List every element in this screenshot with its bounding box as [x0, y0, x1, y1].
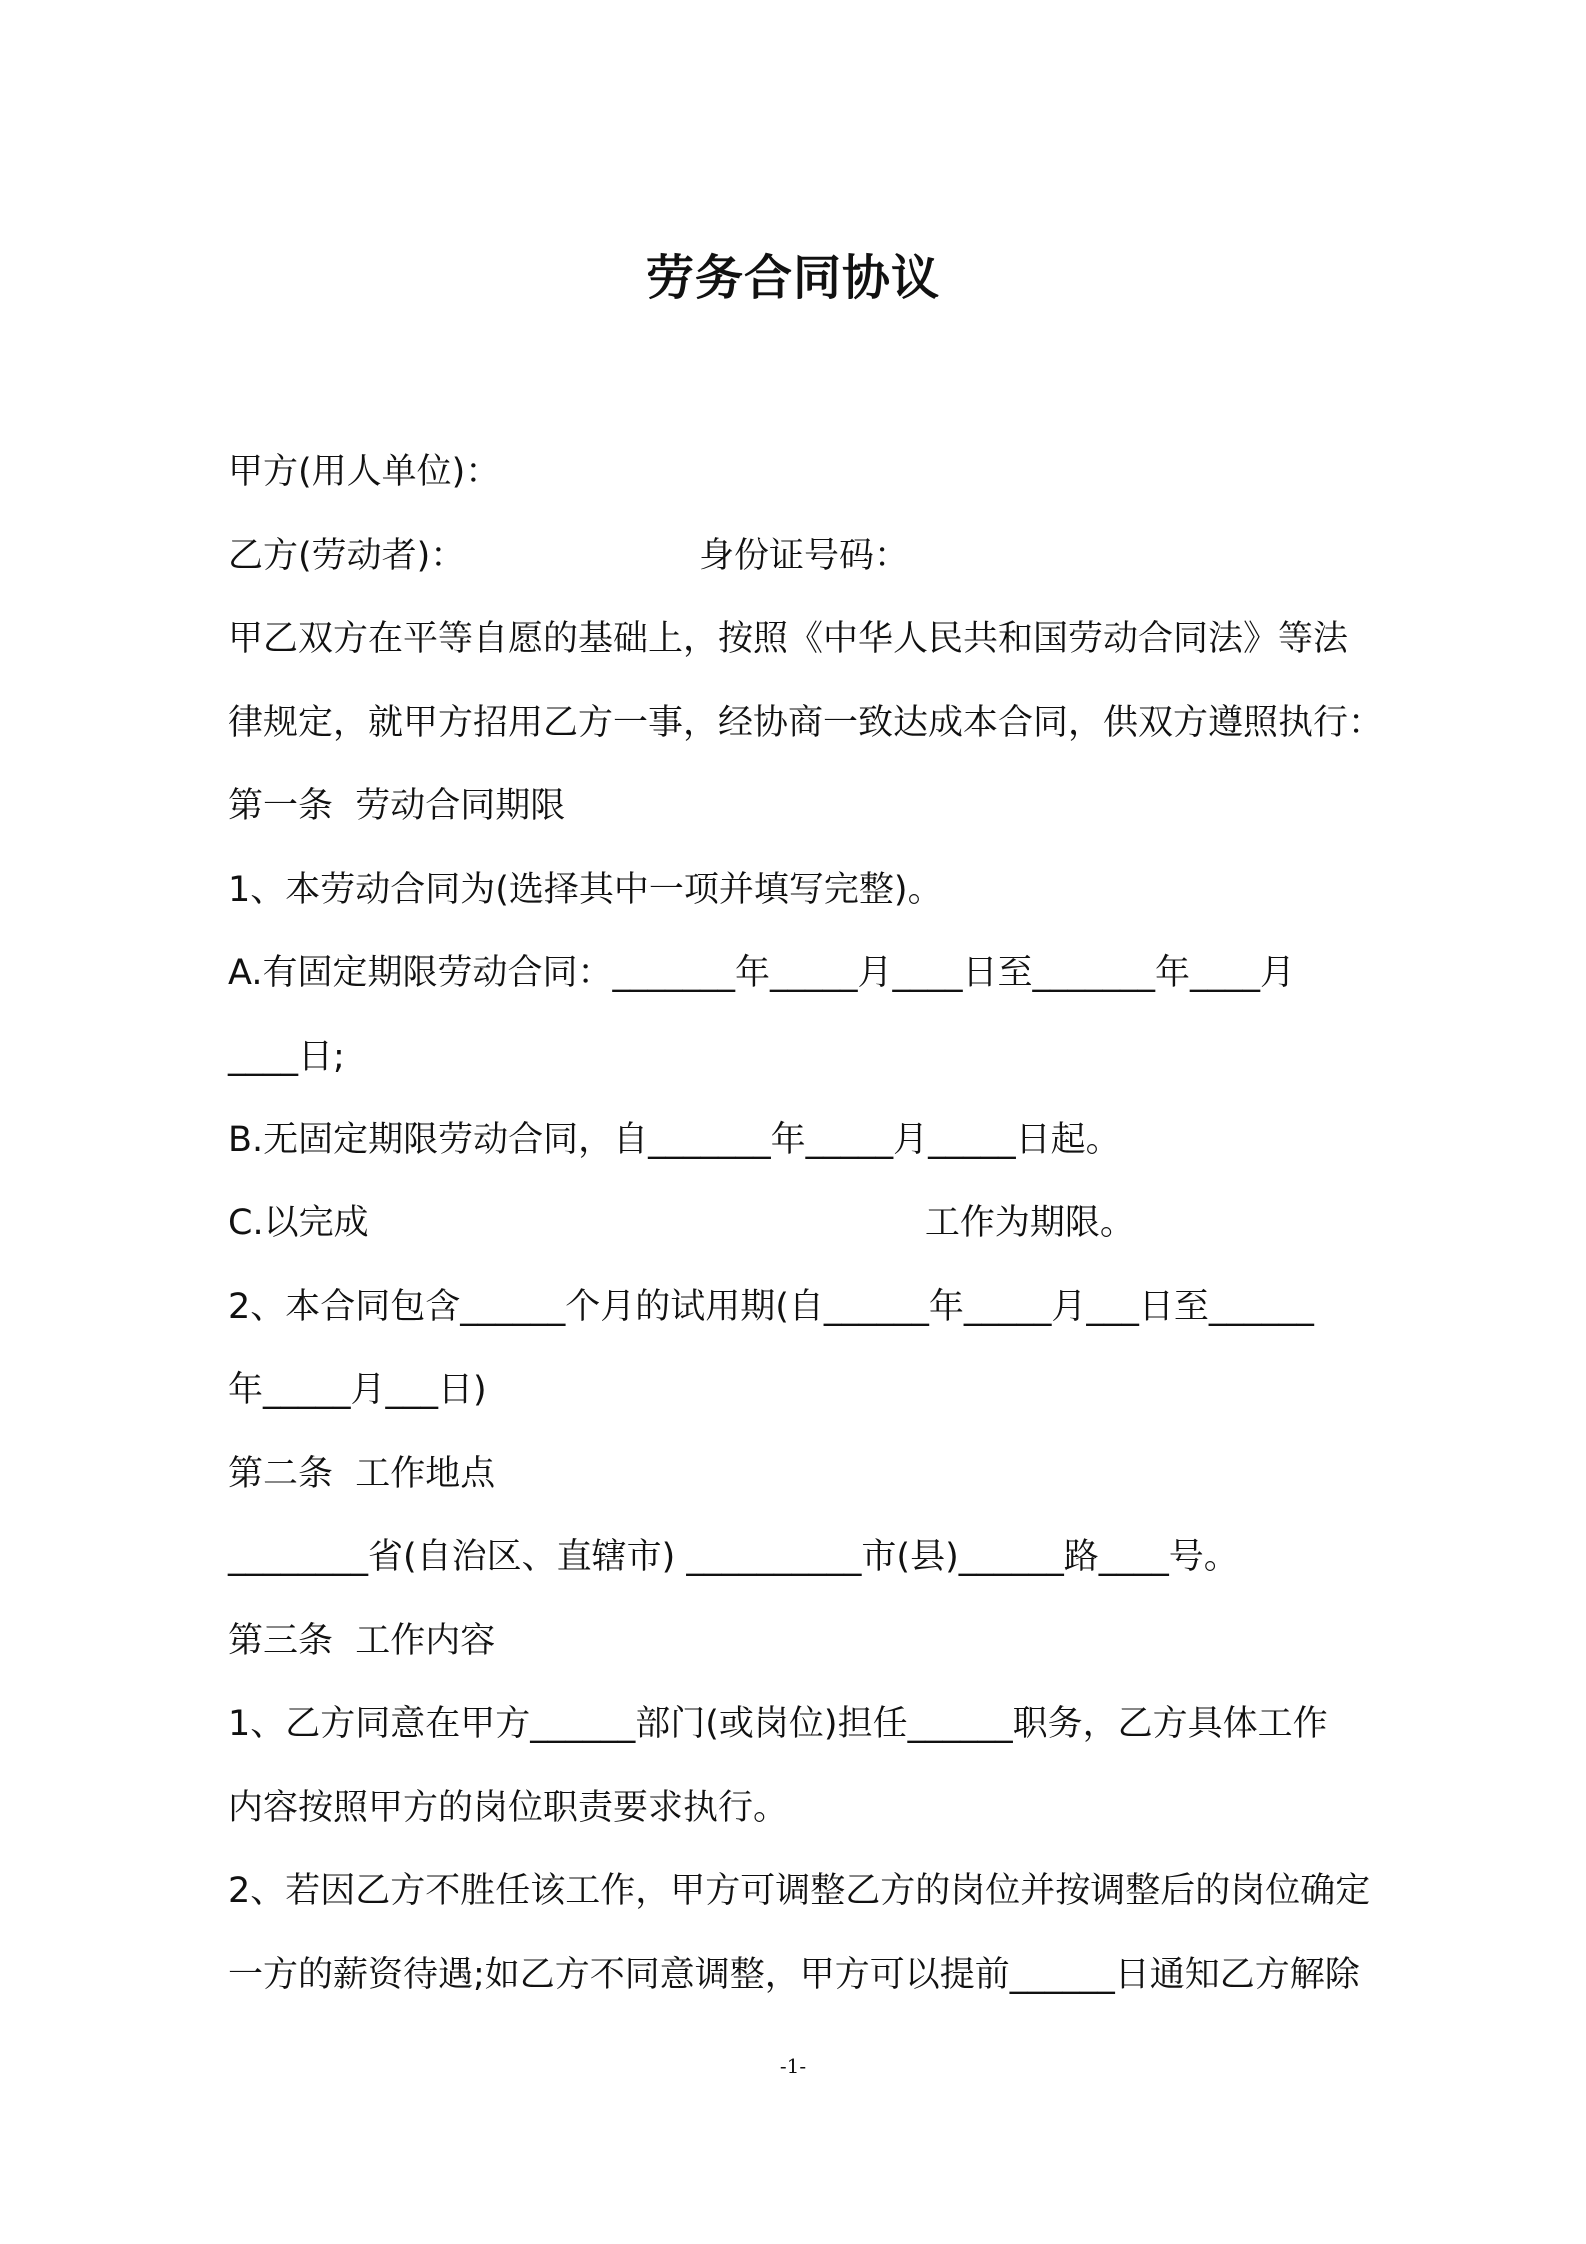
page-number: -1-	[779, 2054, 807, 2078]
text-line: ____日;	[228, 1037, 345, 1077]
text-line: C.以完成 工作为期限。	[228, 1203, 1135, 1243]
text-line: 年_____月___日)	[228, 1370, 487, 1410]
text-line: 2、本合同包含______个月的试用期(自______年_____月___日至______	[228, 1287, 1314, 1327]
text-line: 2、若因乙方不胜任该工作，甲方可调整乙方的岗位并按调整后的岗位确定	[228, 1871, 1371, 1911]
article-heading-1: 第一条 劳动合同期限	[228, 786, 566, 826]
article-heading-3: 第三条 工作内容	[228, 1621, 496, 1661]
text-line: 一方的薪资待遇;如乙方不同意调整，甲方可以提前______日通知乙方解除	[228, 1955, 1360, 1995]
text-line: 甲乙双方在平等自愿的基础上，按照《中华人民共和国劳动合同法》等法	[228, 619, 1349, 659]
text-line: 内容按照甲方的岗位职责要求执行。	[228, 1788, 789, 1828]
text-line: 1、乙方同意在甲方______部门(或岗位)担任______职务，乙方具体工作	[228, 1704, 1328, 1744]
document-title: 劳务合同协议	[645, 250, 940, 306]
text-line: A.有固定期限劳动合同：_______年_____月____日至_______年____月	[228, 953, 1295, 993]
text-line-party-a: 甲方(用人单位)：	[228, 452, 501, 492]
text-line: B.无固定期限劳动合同，自_______年_____月_____日起。	[228, 1120, 1121, 1160]
text-line: ________省(自治区、直辖市) __________市(县)______路____号。	[228, 1537, 1239, 1577]
article-heading-2: 第二条 工作地点	[228, 1454, 496, 1494]
text-line: 1、本劳动合同为(选择其中一项并填写完整)。	[228, 870, 943, 910]
text-line: 律规定，就甲方招用乙方一事，经协商一致达成本合同，供双方遵照执行：	[228, 703, 1384, 743]
text-line-party-b: 乙方(劳动者)： 身份证号码：	[228, 536, 909, 576]
